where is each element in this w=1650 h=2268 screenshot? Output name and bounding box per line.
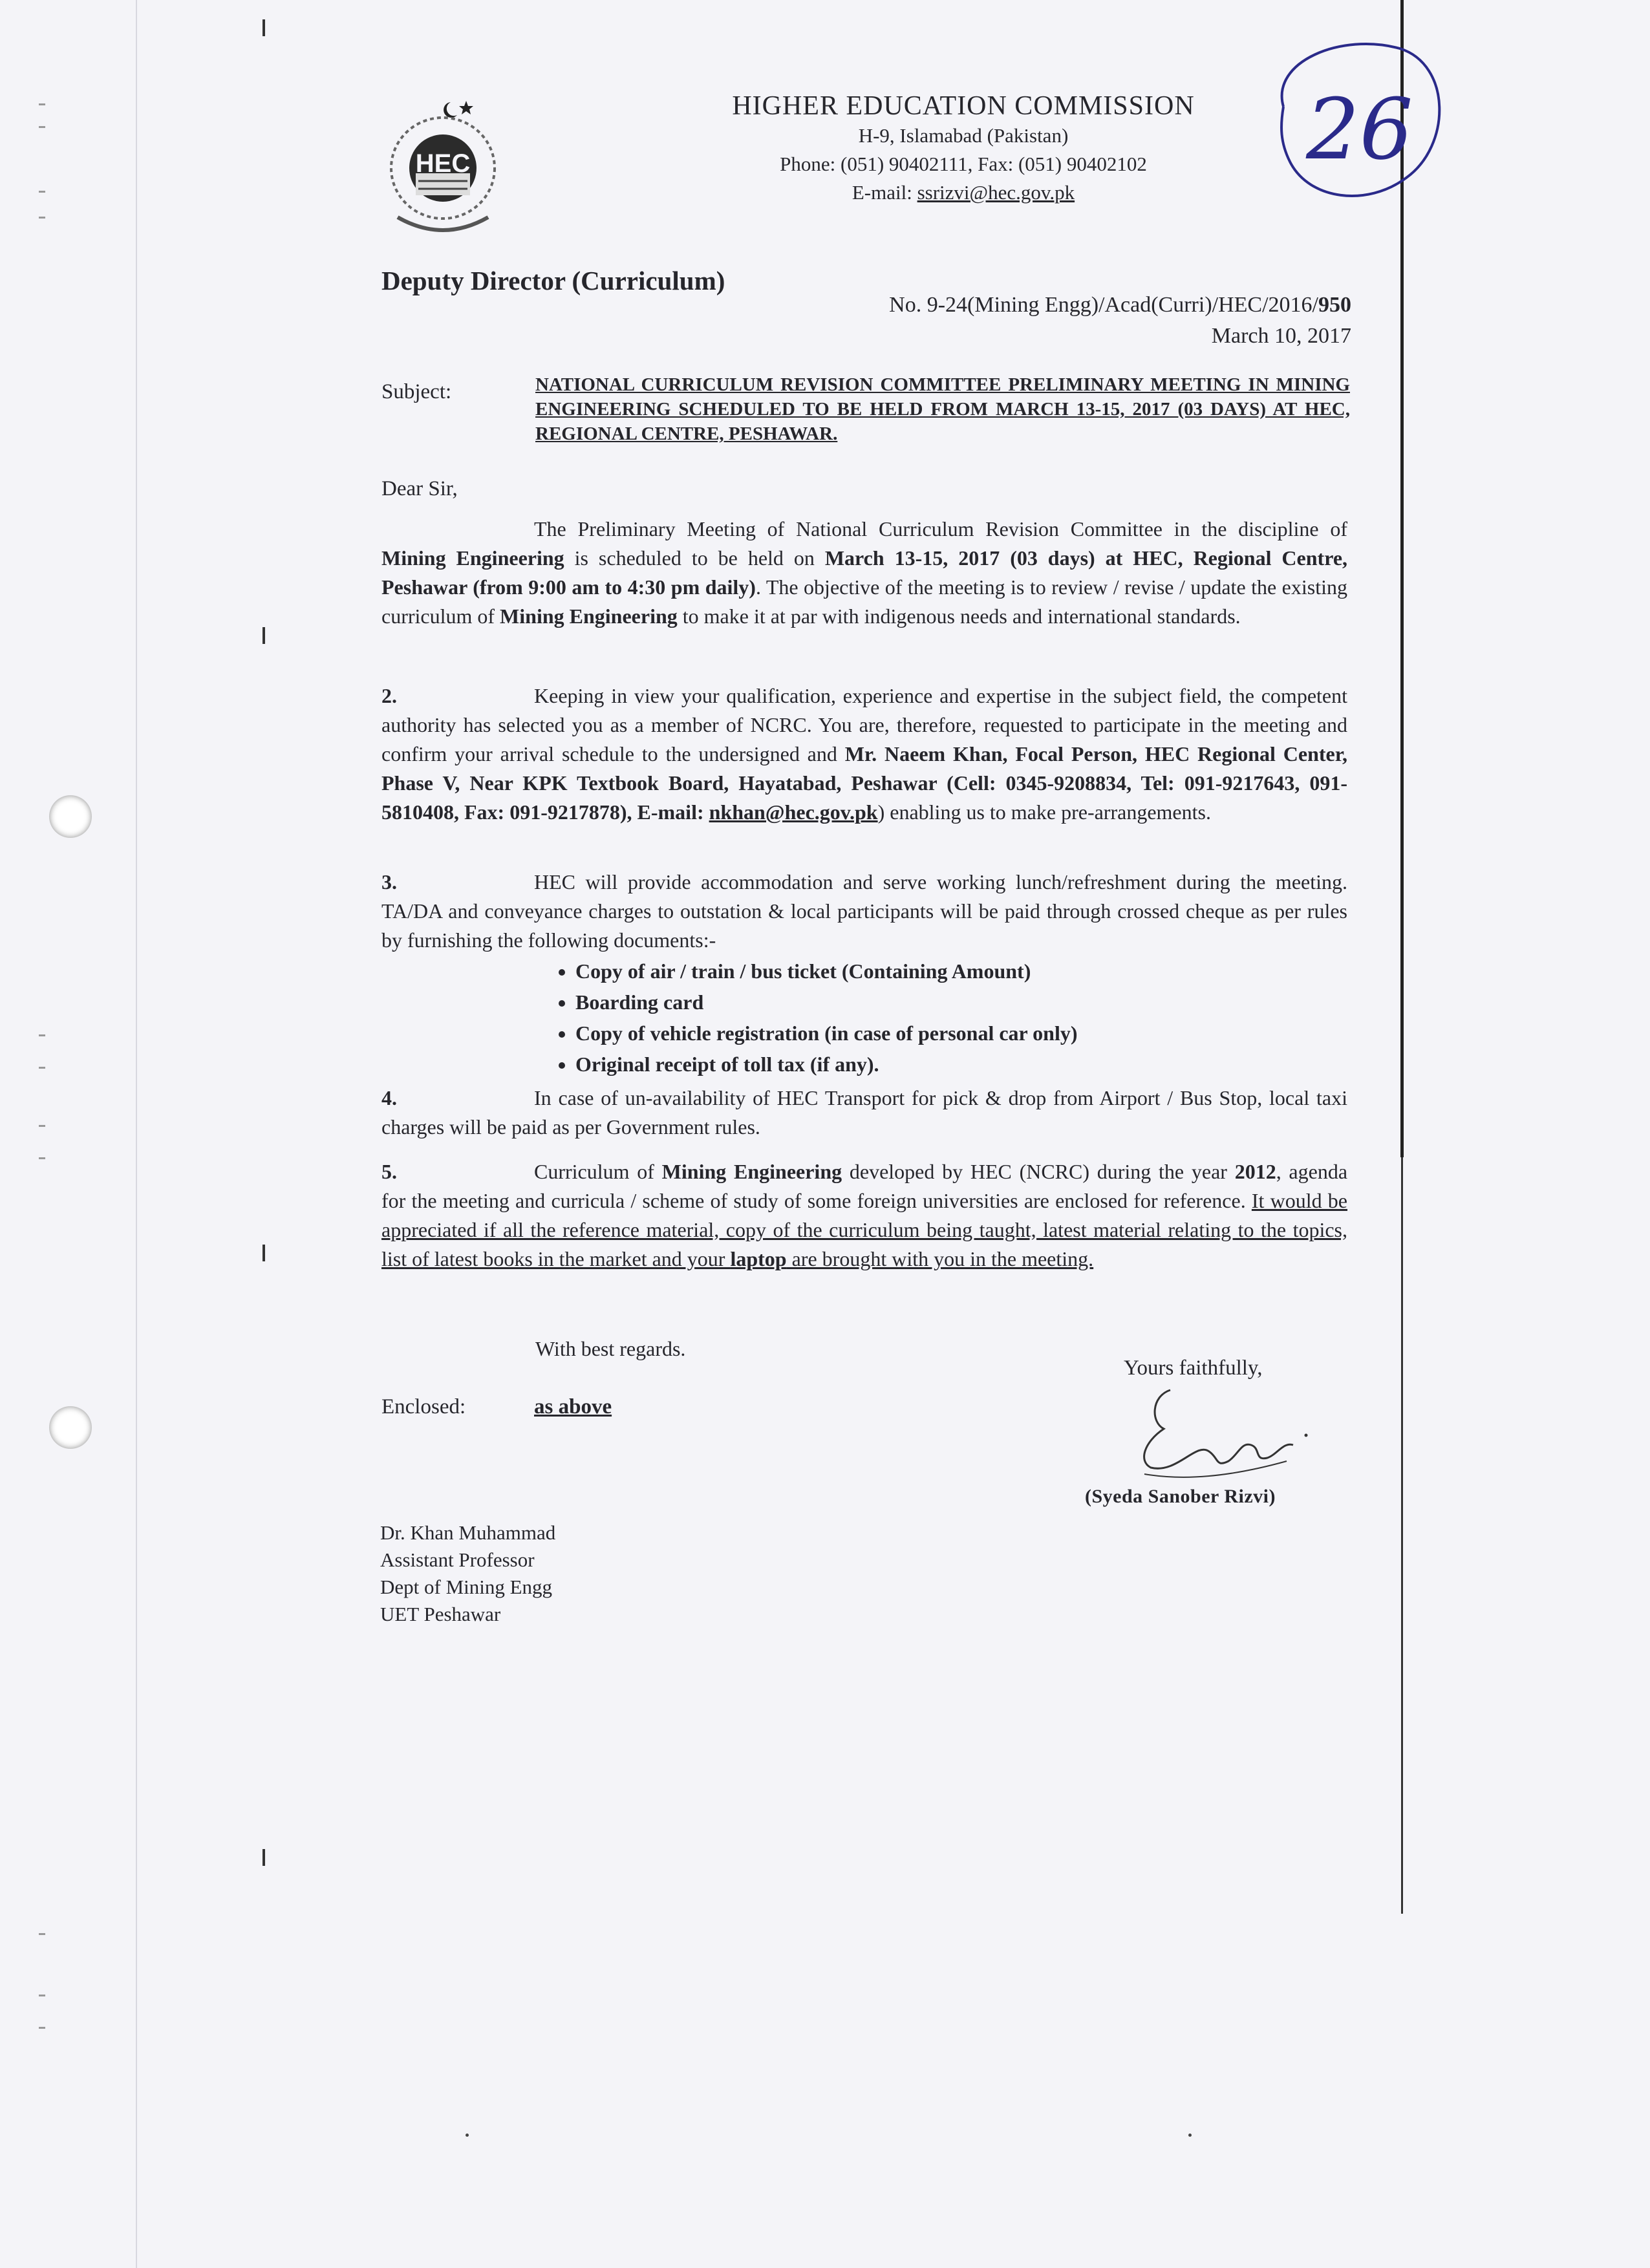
addressee-designation: Assistant Professor xyxy=(380,1548,535,1571)
subject-text: NATIONAL CURRICULUM REVISION COMMITTEE PRELIMINARY MEETING IN MINING ENGINEERING SCHEDULED TO BE HELD FROM MARCH 13-15, 2017 (03 DAYS) AT HEC, REGIONAL CENTRE, PESHAWAR. xyxy=(535,374,1350,444)
margin-mark xyxy=(262,1245,265,1261)
list-item: • Boarding card xyxy=(575,987,1078,1018)
addressee-department: Dept of Mining Engg xyxy=(380,1576,553,1598)
focal-person-email[interactable]: nkhan@hec.gov.pk xyxy=(709,800,878,824)
closing-regards: With best regards. xyxy=(535,1337,686,1360)
margin-tick xyxy=(39,2027,45,2029)
salutation: Dear Sir, xyxy=(381,477,458,500)
margin-tick xyxy=(39,1034,45,1036)
reference-number: No. 9-24(Mining Engg)/Acad(Curri)/HEC/2016/950 xyxy=(889,293,1351,317)
hec-logo xyxy=(378,91,508,246)
list-item: • Original receipt of toll tax (if any). xyxy=(575,1049,1078,1080)
paragraph-4: 4. In case of un-availability of HEC Transport for pick & drop from Airport / Bus Stop, local taxi charges will be paid as per Government rules. xyxy=(381,1086,1347,1139)
letterhead xyxy=(685,91,1241,207)
organization-phone-fax: Phone: (051) 90402111, Fax: (051) 90402102 xyxy=(780,153,1147,175)
list-item: • Copy of vehicle registration (in case of personal car only) xyxy=(575,1018,1078,1049)
addressee-block xyxy=(380,1519,555,1628)
sender-title: Deputy Director (Curriculum) xyxy=(381,266,725,295)
margin-mark xyxy=(262,627,265,644)
letter-date: March 10, 2017 xyxy=(1211,324,1351,348)
margin-tick xyxy=(39,217,45,219)
svg-text:26: 26 xyxy=(1306,80,1413,178)
organization-email[interactable]: ssrizvi@hec.gov.pk xyxy=(917,181,1075,204)
organization-address: H-9, Islamabad (Pakistan) xyxy=(858,124,1069,147)
margin-tick xyxy=(39,1125,45,1127)
paragraph-5: 5. Curriculum of Mining Engineering developed by HEC (NCRC) during the year 2012, agenda for the meeting and curricula / scheme of study of some foreign universities are enclosed for reference. It would be appreciated if all the reference material, copy of the curriculum being taught, latest material relating to the topics, list of latest books in the market and your laptop are brought with you in the meeting. xyxy=(381,1160,1348,1270)
signature xyxy=(1099,1384,1319,1493)
required-documents-list xyxy=(537,956,1078,1080)
addressee-name: Dr. Khan Muhammad xyxy=(380,1521,556,1544)
scan-speck xyxy=(466,2134,469,2137)
closing-faithfully: Yours faithfully, xyxy=(1124,1356,1263,1380)
scan-speck xyxy=(1188,2134,1192,2137)
margin-tick xyxy=(39,191,45,193)
paragraph-2: 2. Keeping in view your qualification, experience and expertise in the subject field, the competent authority has selected you as a member of NCRC. You are, therefore, requested to participate in the meeting and confirm your arrival schedule to the undersigned and Mr. Naeem Khan, Focal Person, HEC Regional Center, Phase V, Near KPK Textbook Board, Hayatabad, Peshawar (Cell: 0345-9208834, Tel: 091-9217643, 091-5810408, Fax: 091-9217878), E-mail: nkhan@hec.gov.pk) enabling us to make pre-arrangements. xyxy=(381,684,1348,824)
margin-tick xyxy=(39,1157,45,1159)
punch-hole xyxy=(49,1406,92,1449)
punch-hole xyxy=(49,795,92,838)
reference-block xyxy=(744,290,1351,352)
margin-tick xyxy=(39,1995,45,1996)
margin-tick xyxy=(39,1067,45,1069)
subject-label: Subject: xyxy=(381,380,452,403)
email-prefix: E-mail: xyxy=(852,181,917,204)
paragraph-1: The Preliminary Meeting of National Curriculum Revision Committee in the discipline of Mining Engineering is scheduled to be held on March 13-15, 2017 (03 days) at HEC, Regional Centre, Peshawar (from 9:00 am to 4:30 pm daily). The objective of the meeting is to review / revise / update the existing curriculum of Mining Engineering to make it at par with indigenous needs and international standards. xyxy=(381,517,1348,628)
list-item: • Copy of air / train / bus ticket (Containing Amount) xyxy=(575,956,1078,987)
page-margin-line xyxy=(136,0,137,2268)
enclosure-label: Enclosed: xyxy=(381,1395,466,1418)
margin-tick xyxy=(39,126,45,128)
circled-page-number xyxy=(1245,23,1458,236)
margin-mark xyxy=(262,19,265,36)
enclosure-value: as above xyxy=(534,1395,612,1418)
margin-tick xyxy=(39,1933,45,1935)
paragraph-3: 3. HEC will provide accommodation and serve working lunch/refreshment during the meeting. TA/DA and conveyance charges to outstation & local participants will be paid through crossed cheque as per rules by furnishing the following documents:- xyxy=(381,870,1347,952)
addressee-institution: UET Peshawar xyxy=(380,1603,501,1625)
svg-text:HEC: HEC xyxy=(415,149,471,178)
signatory-name: (Syeda Sanober Rizvi) xyxy=(1085,1486,1276,1507)
organization-name: HIGHER EDUCATION COMMISSION xyxy=(732,91,1195,121)
margin-tick xyxy=(39,103,45,105)
right-margin-rule xyxy=(1401,1157,1403,1914)
organization-email-line xyxy=(685,178,1241,207)
margin-mark xyxy=(262,1849,265,1866)
